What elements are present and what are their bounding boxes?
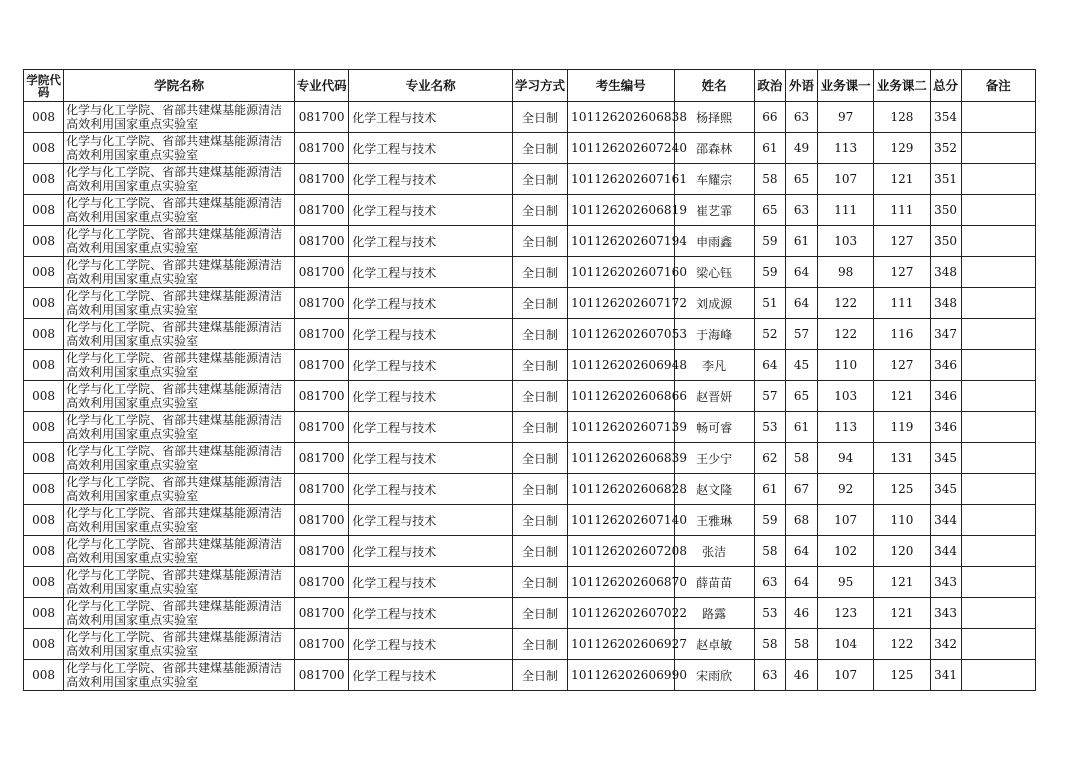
- cell-major-name: 化学工程与技术: [349, 381, 513, 412]
- cell-exam-id: 101126202607022: [568, 598, 674, 629]
- cell-politics-score: 63: [754, 660, 785, 691]
- cell-student-name: 宋雨欣: [674, 660, 754, 691]
- cell-course-one-score: 103: [818, 381, 874, 412]
- cell-major-name: 化学工程与技术: [349, 474, 513, 505]
- cell-college-code: 008: [24, 536, 64, 567]
- header-course-two: 业务课二: [874, 70, 930, 102]
- cell-major-name: 化学工程与技术: [349, 288, 513, 319]
- cell-course-two-score: 110: [874, 505, 930, 536]
- cell-remarks: [961, 133, 1035, 164]
- cell-college-code: 008: [24, 226, 64, 257]
- cell-major-name: 化学工程与技术: [349, 505, 513, 536]
- cell-course-two-score: 121: [874, 598, 930, 629]
- cell-college-code: 008: [24, 319, 64, 350]
- cell-exam-id: 101126202606948: [568, 350, 674, 381]
- cell-foreign-language-score: 58: [785, 629, 817, 660]
- cell-course-two-score: 125: [874, 474, 930, 505]
- cell-college-code: 008: [24, 567, 64, 598]
- header-college-name: 学院名称: [64, 70, 295, 102]
- cell-exam-id: 101126202606870: [568, 567, 674, 598]
- cell-student-name: 于海峰: [674, 319, 754, 350]
- cell-remarks: [961, 660, 1035, 691]
- header-row: [24, 70, 1036, 102]
- cell-course-one-score: 94: [818, 443, 874, 474]
- cell-major-name: 化学工程与技术: [349, 164, 513, 195]
- cell-college-code: 008: [24, 164, 64, 195]
- cell-course-one-score: 111: [818, 195, 874, 226]
- cell-college-name: 化学与化工学院、省部共建煤基能源清洁高效利用国家重点实验室: [64, 598, 295, 629]
- cell-course-one-score: 107: [818, 164, 874, 195]
- cell-course-one-score: 104: [818, 629, 874, 660]
- cell-foreign-language-score: 57: [785, 319, 817, 350]
- cell-student-name: 赵文隆: [674, 474, 754, 505]
- cell-course-two-score: 127: [874, 350, 930, 381]
- cell-college-name: 化学与化工学院、省部共建煤基能源清洁高效利用国家重点实验室: [64, 319, 295, 350]
- table-row: [24, 164, 1036, 195]
- cell-college-code: 008: [24, 443, 64, 474]
- cell-politics-score: 61: [754, 133, 785, 164]
- cell-student-name: 李凡: [674, 350, 754, 381]
- cell-exam-id: 101126202607208: [568, 536, 674, 567]
- cell-remarks: [961, 288, 1035, 319]
- header-name: 姓名: [674, 70, 754, 102]
- cell-total-score: 346: [930, 412, 961, 443]
- cell-remarks: [961, 598, 1035, 629]
- cell-major-code: 081700: [295, 660, 349, 691]
- cell-politics-score: 53: [754, 412, 785, 443]
- header-study-mode: 学习方式: [512, 70, 567, 102]
- cell-major-name: 化学工程与技术: [349, 660, 513, 691]
- cell-study-mode: 全日制: [512, 288, 567, 319]
- cell-college-code: 008: [24, 598, 64, 629]
- cell-student-name: 赵晋妍: [674, 381, 754, 412]
- cell-course-two-score: 121: [874, 164, 930, 195]
- cell-course-one-score: 113: [818, 412, 874, 443]
- cell-major-code: 081700: [295, 319, 349, 350]
- cell-remarks: [961, 319, 1035, 350]
- cell-student-name: 畅可睿: [674, 412, 754, 443]
- cell-major-name: 化学工程与技术: [349, 598, 513, 629]
- cell-total-score: 345: [930, 474, 961, 505]
- table-row: [24, 102, 1036, 133]
- cell-course-one-score: 122: [818, 319, 874, 350]
- cell-remarks: [961, 443, 1035, 474]
- cell-total-score: 343: [930, 598, 961, 629]
- table-row: [24, 195, 1036, 226]
- cell-exam-id: 101126202607161: [568, 164, 674, 195]
- cell-student-name: 张洁: [674, 536, 754, 567]
- cell-exam-id: 101126202607053: [568, 319, 674, 350]
- cell-study-mode: 全日制: [512, 505, 567, 536]
- cell-remarks: [961, 257, 1035, 288]
- cell-total-score: 348: [930, 257, 961, 288]
- cell-college-name: 化学与化工学院、省部共建煤基能源清洁高效利用国家重点实验室: [64, 288, 295, 319]
- cell-study-mode: 全日制: [512, 381, 567, 412]
- table-body: [24, 102, 1036, 691]
- cell-politics-score: 57: [754, 381, 785, 412]
- cell-course-one-score: 98: [818, 257, 874, 288]
- cell-politics-score: 58: [754, 536, 785, 567]
- table-row: [24, 629, 1036, 660]
- cell-study-mode: 全日制: [512, 133, 567, 164]
- cell-major-code: 081700: [295, 443, 349, 474]
- header-course-one: 业务课一: [818, 70, 874, 102]
- cell-total-score: 344: [930, 505, 961, 536]
- cell-course-two-score: 128: [874, 102, 930, 133]
- cell-exam-id: 101126202607172: [568, 288, 674, 319]
- cell-politics-score: 59: [754, 257, 785, 288]
- cell-student-name: 赵卓敏: [674, 629, 754, 660]
- cell-foreign-language-score: 49: [785, 133, 817, 164]
- cell-student-name: 杨择熙: [674, 102, 754, 133]
- cell-exam-id: 101126202607139: [568, 412, 674, 443]
- cell-foreign-language-score: 64: [785, 257, 817, 288]
- cell-major-code: 081700: [295, 629, 349, 660]
- header-college-code: 学院代码: [24, 70, 64, 102]
- cell-college-name: 化学与化工学院、省部共建煤基能源清洁高效利用国家重点实验室: [64, 443, 295, 474]
- cell-major-code: 081700: [295, 536, 349, 567]
- cell-course-two-score: 127: [874, 257, 930, 288]
- cell-course-one-score: 113: [818, 133, 874, 164]
- cell-foreign-language-score: 64: [785, 567, 817, 598]
- cell-college-name: 化学与化工学院、省部共建煤基能源清洁高效利用国家重点实验室: [64, 660, 295, 691]
- cell-college-name: 化学与化工学院、省部共建煤基能源清洁高效利用国家重点实验室: [64, 536, 295, 567]
- cell-study-mode: 全日制: [512, 226, 567, 257]
- table-row: [24, 536, 1036, 567]
- cell-college-code: 008: [24, 474, 64, 505]
- cell-major-name: 化学工程与技术: [349, 319, 513, 350]
- cell-politics-score: 64: [754, 350, 785, 381]
- cell-college-name: 化学与化工学院、省部共建煤基能源清洁高效利用国家重点实验室: [64, 164, 295, 195]
- cell-course-two-score: 127: [874, 226, 930, 257]
- cell-politics-score: 52: [754, 319, 785, 350]
- cell-study-mode: 全日制: [512, 195, 567, 226]
- cell-politics-score: 58: [754, 629, 785, 660]
- cell-study-mode: 全日制: [512, 443, 567, 474]
- cell-remarks: [961, 195, 1035, 226]
- cell-foreign-language-score: 46: [785, 598, 817, 629]
- cell-student-name: 王少宁: [674, 443, 754, 474]
- cell-course-two-score: 111: [874, 195, 930, 226]
- cell-total-score: 345: [930, 443, 961, 474]
- cell-foreign-language-score: 45: [785, 350, 817, 381]
- table-row: [24, 350, 1036, 381]
- cell-course-two-score: 129: [874, 133, 930, 164]
- cell-college-code: 008: [24, 288, 64, 319]
- cell-major-code: 081700: [295, 133, 349, 164]
- cell-major-code: 081700: [295, 288, 349, 319]
- cell-student-name: 王雅琳: [674, 505, 754, 536]
- header-major-name: 专业名称: [349, 70, 513, 102]
- cell-student-name: 申雨鑫: [674, 226, 754, 257]
- admission-score-table: [23, 69, 1036, 691]
- header-foreign-language: 外语: [785, 70, 817, 102]
- cell-major-name: 化学工程与技术: [349, 536, 513, 567]
- cell-exam-id: 101126202607160: [568, 257, 674, 288]
- cell-study-mode: 全日制: [512, 567, 567, 598]
- cell-student-name: 邵森林: [674, 133, 754, 164]
- cell-study-mode: 全日制: [512, 629, 567, 660]
- cell-college-code: 008: [24, 412, 64, 443]
- cell-foreign-language-score: 63: [785, 102, 817, 133]
- cell-politics-score: 59: [754, 505, 785, 536]
- cell-college-code: 008: [24, 629, 64, 660]
- cell-study-mode: 全日制: [512, 412, 567, 443]
- cell-major-name: 化学工程与技术: [349, 412, 513, 443]
- cell-major-name: 化学工程与技术: [349, 226, 513, 257]
- cell-total-score: 343: [930, 567, 961, 598]
- cell-politics-score: 63: [754, 567, 785, 598]
- table-row: [24, 505, 1036, 536]
- cell-course-one-score: 103: [818, 226, 874, 257]
- header-remarks: 备注: [961, 70, 1035, 102]
- cell-major-code: 081700: [295, 567, 349, 598]
- cell-foreign-language-score: 68: [785, 505, 817, 536]
- cell-foreign-language-score: 46: [785, 660, 817, 691]
- cell-politics-score: 61: [754, 474, 785, 505]
- cell-student-name: 薛苗苗: [674, 567, 754, 598]
- cell-exam-id: 101126202607240: [568, 133, 674, 164]
- cell-course-one-score: 92: [818, 474, 874, 505]
- cell-major-name: 化学工程与技术: [349, 195, 513, 226]
- cell-study-mode: 全日制: [512, 164, 567, 195]
- cell-college-name: 化学与化工学院、省部共建煤基能源清洁高效利用国家重点实验室: [64, 505, 295, 536]
- cell-student-name: 梁心钰: [674, 257, 754, 288]
- cell-major-code: 081700: [295, 598, 349, 629]
- cell-college-code: 008: [24, 660, 64, 691]
- cell-foreign-language-score: 65: [785, 381, 817, 412]
- cell-college-name: 化学与化工学院、省部共建煤基能源清洁高效利用国家重点实验室: [64, 629, 295, 660]
- cell-study-mode: 全日制: [512, 474, 567, 505]
- cell-course-two-score: 125: [874, 660, 930, 691]
- cell-study-mode: 全日制: [512, 536, 567, 567]
- cell-major-code: 081700: [295, 505, 349, 536]
- cell-course-two-score: 121: [874, 381, 930, 412]
- cell-major-code: 081700: [295, 381, 349, 412]
- cell-exam-id: 101126202607194: [568, 226, 674, 257]
- header-politics: 政治: [754, 70, 785, 102]
- table-row: [24, 257, 1036, 288]
- table-row: [24, 381, 1036, 412]
- cell-foreign-language-score: 64: [785, 536, 817, 567]
- cell-major-name: 化学工程与技术: [349, 567, 513, 598]
- cell-total-score: 354: [930, 102, 961, 133]
- cell-student-name: 车耀宗: [674, 164, 754, 195]
- cell-total-score: 352: [930, 133, 961, 164]
- cell-college-name: 化学与化工学院、省部共建煤基能源清洁高效利用国家重点实验室: [64, 226, 295, 257]
- cell-total-score: 341: [930, 660, 961, 691]
- cell-college-code: 008: [24, 195, 64, 226]
- cell-remarks: [961, 474, 1035, 505]
- cell-study-mode: 全日制: [512, 660, 567, 691]
- cell-major-name: 化学工程与技术: [349, 102, 513, 133]
- cell-major-name: 化学工程与技术: [349, 257, 513, 288]
- cell-student-name: 刘成源: [674, 288, 754, 319]
- cell-exam-id: 101126202606828: [568, 474, 674, 505]
- cell-exam-id: 101126202606866: [568, 381, 674, 412]
- cell-politics-score: 65: [754, 195, 785, 226]
- cell-course-one-score: 107: [818, 505, 874, 536]
- cell-course-two-score: 120: [874, 536, 930, 567]
- cell-major-code: 081700: [295, 226, 349, 257]
- header-exam-id: 考生编号: [568, 70, 674, 102]
- cell-study-mode: 全日制: [512, 257, 567, 288]
- cell-course-two-score: 116: [874, 319, 930, 350]
- cell-politics-score: 53: [754, 598, 785, 629]
- cell-course-two-score: 131: [874, 443, 930, 474]
- cell-college-code: 008: [24, 257, 64, 288]
- cell-course-one-score: 110: [818, 350, 874, 381]
- cell-student-name: 路露: [674, 598, 754, 629]
- cell-remarks: [961, 381, 1035, 412]
- cell-major-code: 081700: [295, 102, 349, 133]
- cell-college-code: 008: [24, 505, 64, 536]
- cell-remarks: [961, 629, 1035, 660]
- cell-college-name: 化学与化工学院、省部共建煤基能源清洁高效利用国家重点实验室: [64, 257, 295, 288]
- cell-course-two-score: 111: [874, 288, 930, 319]
- cell-college-name: 化学与化工学院、省部共建煤基能源清洁高效利用国家重点实验室: [64, 381, 295, 412]
- table-row: [24, 567, 1036, 598]
- cell-college-name: 化学与化工学院、省部共建煤基能源清洁高效利用国家重点实验室: [64, 133, 295, 164]
- cell-major-name: 化学工程与技术: [349, 133, 513, 164]
- cell-course-one-score: 122: [818, 288, 874, 319]
- cell-course-two-score: 119: [874, 412, 930, 443]
- cell-total-score: 348: [930, 288, 961, 319]
- table-row: [24, 226, 1036, 257]
- cell-college-name: 化学与化工学院、省部共建煤基能源清洁高效利用国家重点实验室: [64, 195, 295, 226]
- cell-major-code: 081700: [295, 257, 349, 288]
- cell-college-name: 化学与化工学院、省部共建煤基能源清洁高效利用国家重点实验室: [64, 102, 295, 133]
- cell-college-code: 008: [24, 102, 64, 133]
- cell-college-name: 化学与化工学院、省部共建煤基能源清洁高效利用国家重点实验室: [64, 350, 295, 381]
- table-row: [24, 412, 1036, 443]
- cell-total-score: 351: [930, 164, 961, 195]
- table-row: [24, 598, 1036, 629]
- cell-exam-id: 101126202606839: [568, 443, 674, 474]
- cell-student-name: 崔艺霏: [674, 195, 754, 226]
- cell-total-score: 350: [930, 195, 961, 226]
- cell-exam-id: 101126202606990: [568, 660, 674, 691]
- cell-exam-id: 101126202607140: [568, 505, 674, 536]
- table-row: [24, 288, 1036, 319]
- cell-major-name: 化学工程与技术: [349, 350, 513, 381]
- cell-remarks: [961, 350, 1035, 381]
- cell-college-code: 008: [24, 350, 64, 381]
- cell-course-one-score: 107: [818, 660, 874, 691]
- cell-study-mode: 全日制: [512, 598, 567, 629]
- cell-college-name: 化学与化工学院、省部共建煤基能源清洁高效利用国家重点实验室: [64, 474, 295, 505]
- cell-major-code: 081700: [295, 412, 349, 443]
- cell-total-score: 342: [930, 629, 961, 660]
- cell-total-score: 350: [930, 226, 961, 257]
- cell-total-score: 347: [930, 319, 961, 350]
- cell-foreign-language-score: 64: [785, 288, 817, 319]
- cell-total-score: 346: [930, 381, 961, 412]
- cell-politics-score: 59: [754, 226, 785, 257]
- cell-politics-score: 51: [754, 288, 785, 319]
- cell-foreign-language-score: 67: [785, 474, 817, 505]
- cell-course-one-score: 97: [818, 102, 874, 133]
- cell-study-mode: 全日制: [512, 319, 567, 350]
- cell-remarks: [961, 102, 1035, 133]
- cell-foreign-language-score: 65: [785, 164, 817, 195]
- cell-exam-id: 101126202606927: [568, 629, 674, 660]
- cell-total-score: 344: [930, 536, 961, 567]
- cell-exam-id: 101126202606819: [568, 195, 674, 226]
- cell-foreign-language-score: 63: [785, 195, 817, 226]
- cell-major-name: 化学工程与技术: [349, 443, 513, 474]
- cell-college-name: 化学与化工学院、省部共建煤基能源清洁高效利用国家重点实验室: [64, 412, 295, 443]
- cell-total-score: 346: [930, 350, 961, 381]
- cell-major-code: 081700: [295, 164, 349, 195]
- cell-politics-score: 58: [754, 164, 785, 195]
- cell-major-code: 081700: [295, 350, 349, 381]
- cell-college-name: 化学与化工学院、省部共建煤基能源清洁高效利用国家重点实验室: [64, 567, 295, 598]
- table-row: [24, 319, 1036, 350]
- cell-remarks: [961, 164, 1035, 195]
- cell-major-code: 081700: [295, 195, 349, 226]
- cell-college-code: 008: [24, 381, 64, 412]
- cell-remarks: [961, 412, 1035, 443]
- table-row: [24, 443, 1036, 474]
- cell-course-two-score: 121: [874, 567, 930, 598]
- header-total: 总分: [930, 70, 961, 102]
- cell-politics-score: 66: [754, 102, 785, 133]
- cell-politics-score: 62: [754, 443, 785, 474]
- cell-foreign-language-score: 61: [785, 412, 817, 443]
- cell-foreign-language-score: 61: [785, 226, 817, 257]
- cell-remarks: [961, 567, 1035, 598]
- cell-course-one-score: 102: [818, 536, 874, 567]
- cell-course-one-score: 95: [818, 567, 874, 598]
- cell-course-two-score: 122: [874, 629, 930, 660]
- table-row: [24, 660, 1036, 691]
- table-row: [24, 474, 1036, 505]
- cell-course-one-score: 123: [818, 598, 874, 629]
- cell-foreign-language-score: 58: [785, 443, 817, 474]
- cell-college-code: 008: [24, 133, 64, 164]
- cell-exam-id: 101126202606838: [568, 102, 674, 133]
- cell-major-name: 化学工程与技术: [349, 629, 513, 660]
- header-major-code: 专业代码: [295, 70, 349, 102]
- cell-remarks: [961, 505, 1035, 536]
- cell-study-mode: 全日制: [512, 350, 567, 381]
- table-row: [24, 133, 1036, 164]
- cell-major-code: 081700: [295, 474, 349, 505]
- cell-remarks: [961, 536, 1035, 567]
- cell-remarks: [961, 226, 1035, 257]
- cell-study-mode: 全日制: [512, 102, 567, 133]
